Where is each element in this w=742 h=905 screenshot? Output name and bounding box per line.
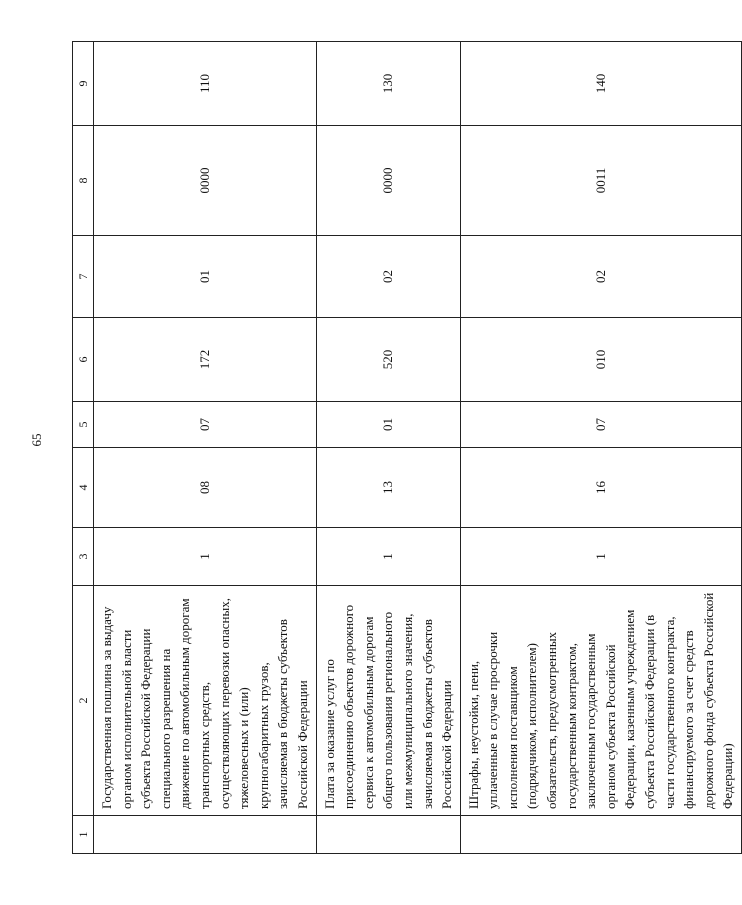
header-col-5: 5	[73, 402, 94, 448]
cell-col-9: 140	[460, 42, 741, 126]
budget-classification-table	[72, 41, 742, 854]
cell-col-3: 1	[94, 528, 317, 586]
cell-col-6: 172	[94, 318, 317, 402]
cell-col-7: 01	[94, 236, 317, 318]
table-row	[94, 42, 317, 854]
header-col-4: 4	[73, 448, 94, 528]
cell-col-5: 07	[94, 402, 317, 448]
header-col-9: 9	[73, 42, 94, 126]
cell-description: Штрафы, неустойки, пени, уплаченные в случае просрочки исполнения поставщиком (подрядчиком, исполнителем) обязательств, предусмотренных государственным контрактом, заключенным государственным органом субъекта Российской Федерации, казенным учреждением субъекта Российской Федерации (в части государственного контракта, финансируемого за счет средств дорожного фонда субъекта Российской Федерации)	[460, 586, 741, 816]
cell-col-4: 13	[316, 448, 460, 528]
cell-col-3: 1	[460, 528, 741, 586]
cell-col-3: 1	[316, 528, 460, 586]
cell-col-1	[94, 816, 317, 854]
cell-col-1	[460, 816, 741, 854]
cell-description: Плата за оказание услуг по присоединению объектов дорожного сервиса к автомобильным дорогам общего пользования регионального или межмуниципального значения, зачисляемая в бюджеты субъектов Российской Федерации	[316, 586, 460, 816]
table-row	[316, 42, 460, 854]
cell-col-8: 0011	[460, 126, 741, 236]
cell-col-4: 08	[94, 448, 317, 528]
cell-col-6: 520	[316, 318, 460, 402]
cell-col-1	[316, 816, 460, 854]
cell-description: Государственная пошлина за выдачу органом исполнительной власти субъекта Российской Федерации специального разрешения на движение по автомобильным дорогам транспортных средств, осуществляющих перевозки опасных, тяжеловесных и (или) крупногабаритных грузов, зачисляемая в бюджеты субъектов Российской Федерации	[94, 586, 317, 816]
header-col-1: 1	[73, 816, 94, 854]
header-col-7: 7	[73, 236, 94, 318]
header-col-3: 3	[73, 528, 94, 586]
cell-col-8: 0000	[94, 126, 317, 236]
cell-col-5: 01	[316, 402, 460, 448]
cell-col-5: 07	[460, 402, 741, 448]
rotated-table-container	[72, 72, 736, 854]
header-row	[73, 42, 94, 854]
page-number: 65	[29, 433, 44, 447]
cell-col-9: 130	[316, 42, 460, 126]
cell-col-6: 010	[460, 318, 741, 402]
table-row	[460, 42, 741, 854]
header-col-6: 6	[73, 318, 94, 402]
cell-col-7: 02	[460, 236, 741, 318]
cell-col-4: 16	[460, 448, 741, 528]
cell-col-8: 0000	[316, 126, 460, 236]
cell-col-9: 110	[94, 42, 317, 126]
header-col-8: 8	[73, 126, 94, 236]
cell-col-7: 02	[316, 236, 460, 318]
header-col-2: 2	[73, 586, 94, 816]
